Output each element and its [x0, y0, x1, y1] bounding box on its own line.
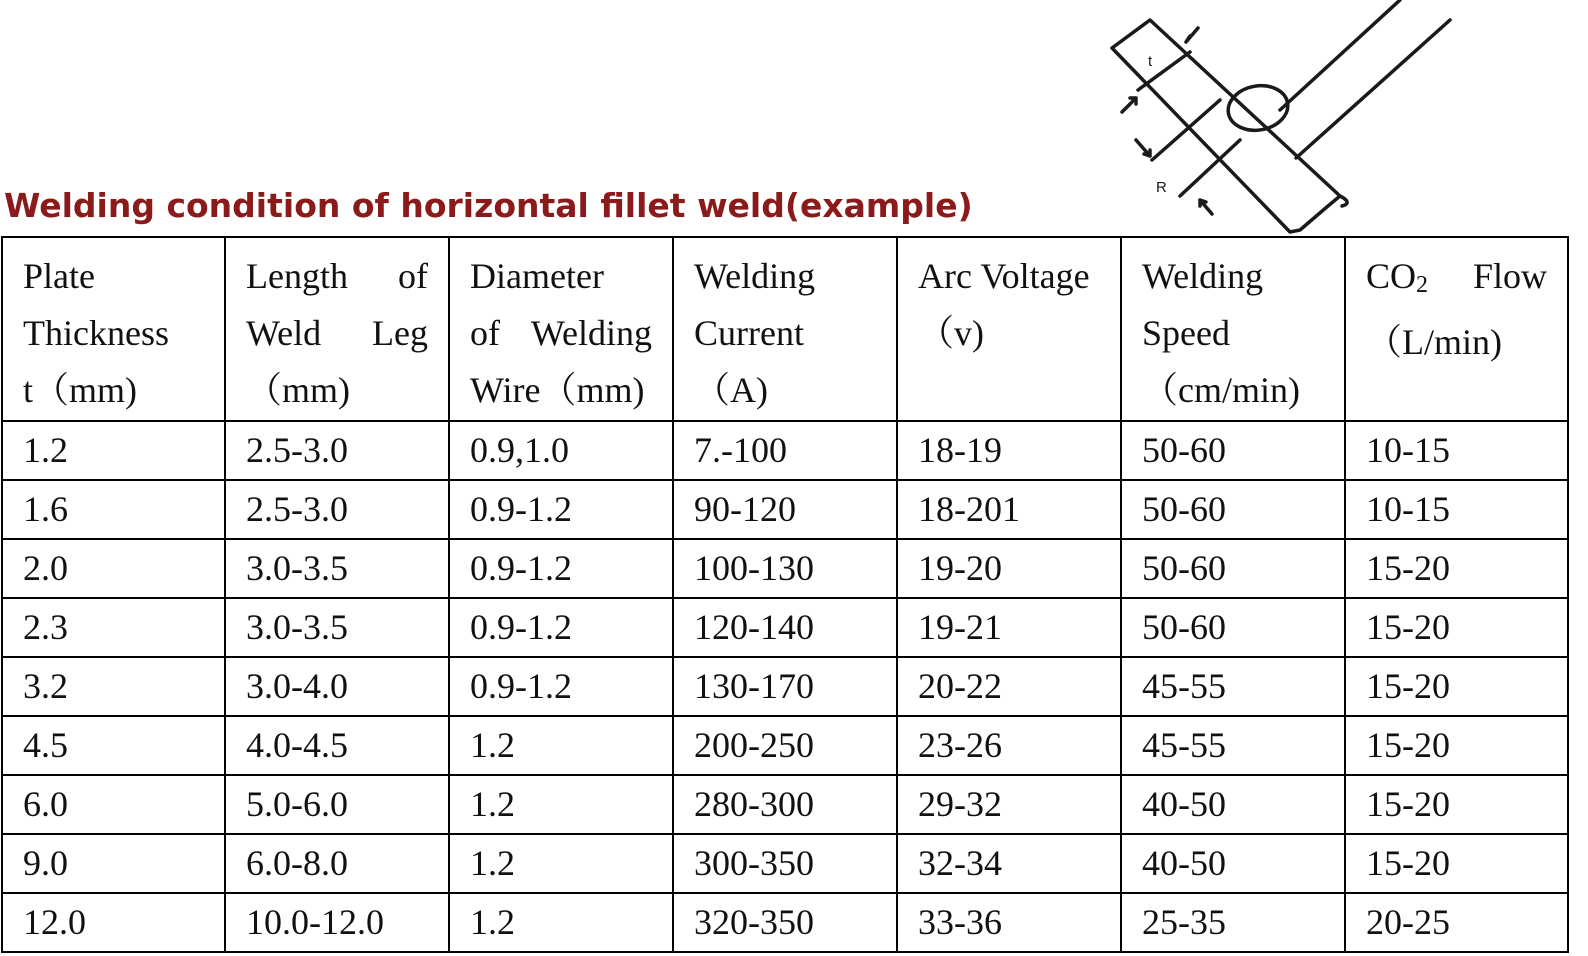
cell-plate-thickness: 9.0: [2, 834, 225, 893]
cell-welding-current: 280-300: [673, 775, 897, 834]
welding-conditions-table: [1, 236, 1569, 953]
cell-welding-speed: 50-60: [1121, 421, 1345, 480]
cell-wire-diameter: 1.2: [449, 893, 673, 952]
cell-arc-voltage: 33-36: [897, 893, 1121, 952]
diagram-label-r: R: [1156, 179, 1167, 196]
cell-wire-diameter: 0.9-1.2: [449, 480, 673, 539]
cell-arc-voltage: 20-22: [897, 657, 1121, 716]
cell-welding-current: 300-350: [673, 834, 897, 893]
cell-welding-speed: 50-60: [1121, 598, 1345, 657]
cell-welding-current: 100-130: [673, 539, 897, 598]
cell-welding-current: 320-350: [673, 893, 897, 952]
cell-weld-leg: 2.5-3.0: [225, 480, 449, 539]
cell-plate-thickness: 1.2: [2, 421, 225, 480]
cell-welding-current: 90-120: [673, 480, 897, 539]
cell-arc-voltage: 18-201: [897, 480, 1121, 539]
cell-plate-thickness: 3.2: [2, 657, 225, 716]
cell-plate-thickness: 12.0: [2, 893, 225, 952]
cell-wire-diameter: 1.2: [449, 716, 673, 775]
table-row: [2, 421, 1568, 480]
cell-co2-flow: 15-20: [1345, 775, 1568, 834]
table-header-row: [2, 237, 1568, 421]
cell-welding-speed: 50-60: [1121, 539, 1345, 598]
cell-welding-speed: 45-55: [1121, 657, 1345, 716]
table-row: [2, 716, 1568, 775]
cell-wire-diameter: 0.9-1.2: [449, 598, 673, 657]
cell-arc-voltage: 23-26: [897, 716, 1121, 775]
cell-weld-leg: 3.0-3.5: [225, 539, 449, 598]
cell-co2-flow: 10-15: [1345, 480, 1568, 539]
table-row: [2, 598, 1568, 657]
cell-co2-flow: 10-15: [1345, 421, 1568, 480]
cell-welding-current: 130-170: [673, 657, 897, 716]
cell-co2-flow: 15-20: [1345, 539, 1568, 598]
header-weld-leg-length: Length of Weld Leg （mm): [225, 237, 449, 421]
cell-weld-leg: 3.0-3.5: [225, 598, 449, 657]
cell-arc-voltage: 18-19: [897, 421, 1121, 480]
header-wire-diameter: Diameter of Welding Wire（mm): [449, 237, 673, 421]
cell-welding-speed: 45-55: [1121, 716, 1345, 775]
cell-welding-speed: 50-60: [1121, 480, 1345, 539]
header-plate-thickness: Plate Thickness t（mm): [2, 237, 225, 421]
cell-arc-voltage: 19-21: [897, 598, 1121, 657]
page-title: Welding condition of horizontal fillet weld(example): [4, 186, 973, 225]
cell-welding-current: 120-140: [673, 598, 897, 657]
cell-welding-current: 7.-100: [673, 421, 897, 480]
cell-wire-diameter: 0.9-1.2: [449, 539, 673, 598]
cell-weld-leg: 5.0-6.0: [225, 775, 449, 834]
cell-plate-thickness: 1.6: [2, 480, 225, 539]
cell-wire-diameter: 0.9-1.2: [449, 657, 673, 716]
table-row: [2, 657, 1568, 716]
cell-wire-diameter: 0.9,1.0: [449, 421, 673, 480]
table-row: [2, 539, 1568, 598]
cell-arc-voltage: 29-32: [897, 775, 1121, 834]
cell-welding-speed: 25-35: [1121, 893, 1345, 952]
cell-wire-diameter: 1.2: [449, 775, 673, 834]
cell-welding-current: 200-250: [673, 716, 897, 775]
cell-co2-flow: 15-20: [1345, 716, 1568, 775]
vertical-plate-shape: [1280, 0, 1450, 158]
cell-welding-speed: 40-50: [1121, 834, 1345, 893]
cell-co2-flow: 15-20: [1345, 598, 1568, 657]
header-co2-flow: $CO_2$ Flow （L/min): [1345, 237, 1568, 421]
table-row: [2, 834, 1568, 893]
cell-weld-leg: 6.0-8.0: [225, 834, 449, 893]
cell-co2-flow: 15-20: [1345, 657, 1568, 716]
cell-weld-leg: 4.0-4.5: [225, 716, 449, 775]
cell-arc-voltage: 32-34: [897, 834, 1121, 893]
cell-plate-thickness: 2.3: [2, 598, 225, 657]
cell-weld-leg: 3.0-4.0: [225, 657, 449, 716]
table-row: [2, 480, 1568, 539]
header-arc-voltage: Arc Voltage （v): [897, 237, 1121, 421]
cell-weld-leg: 10.0-12.0: [225, 893, 449, 952]
base-plate-shape: [1112, 20, 1340, 232]
cell-plate-thickness: 2.0: [2, 539, 225, 598]
table-row: [2, 893, 1568, 952]
cell-weld-leg: 2.5-3.0: [225, 421, 449, 480]
header-welding-speed: Welding Speed （cm/min): [1121, 237, 1345, 421]
cell-arc-voltage: 19-20: [897, 539, 1121, 598]
cell-co2-flow: 20-25: [1345, 893, 1568, 952]
cell-wire-diameter: 1.2: [449, 834, 673, 893]
table-row: [2, 775, 1568, 834]
fillet-weld-diagram: [1100, 0, 1480, 240]
cell-co2-flow: 15-20: [1345, 834, 1568, 893]
cell-plate-thickness: 4.5: [2, 716, 225, 775]
cell-plate-thickness: 6.0: [2, 775, 225, 834]
cell-welding-speed: 40-50: [1121, 775, 1345, 834]
diagram-label-t: t: [1148, 53, 1153, 70]
header-welding-current: Welding Current（A): [673, 237, 897, 421]
